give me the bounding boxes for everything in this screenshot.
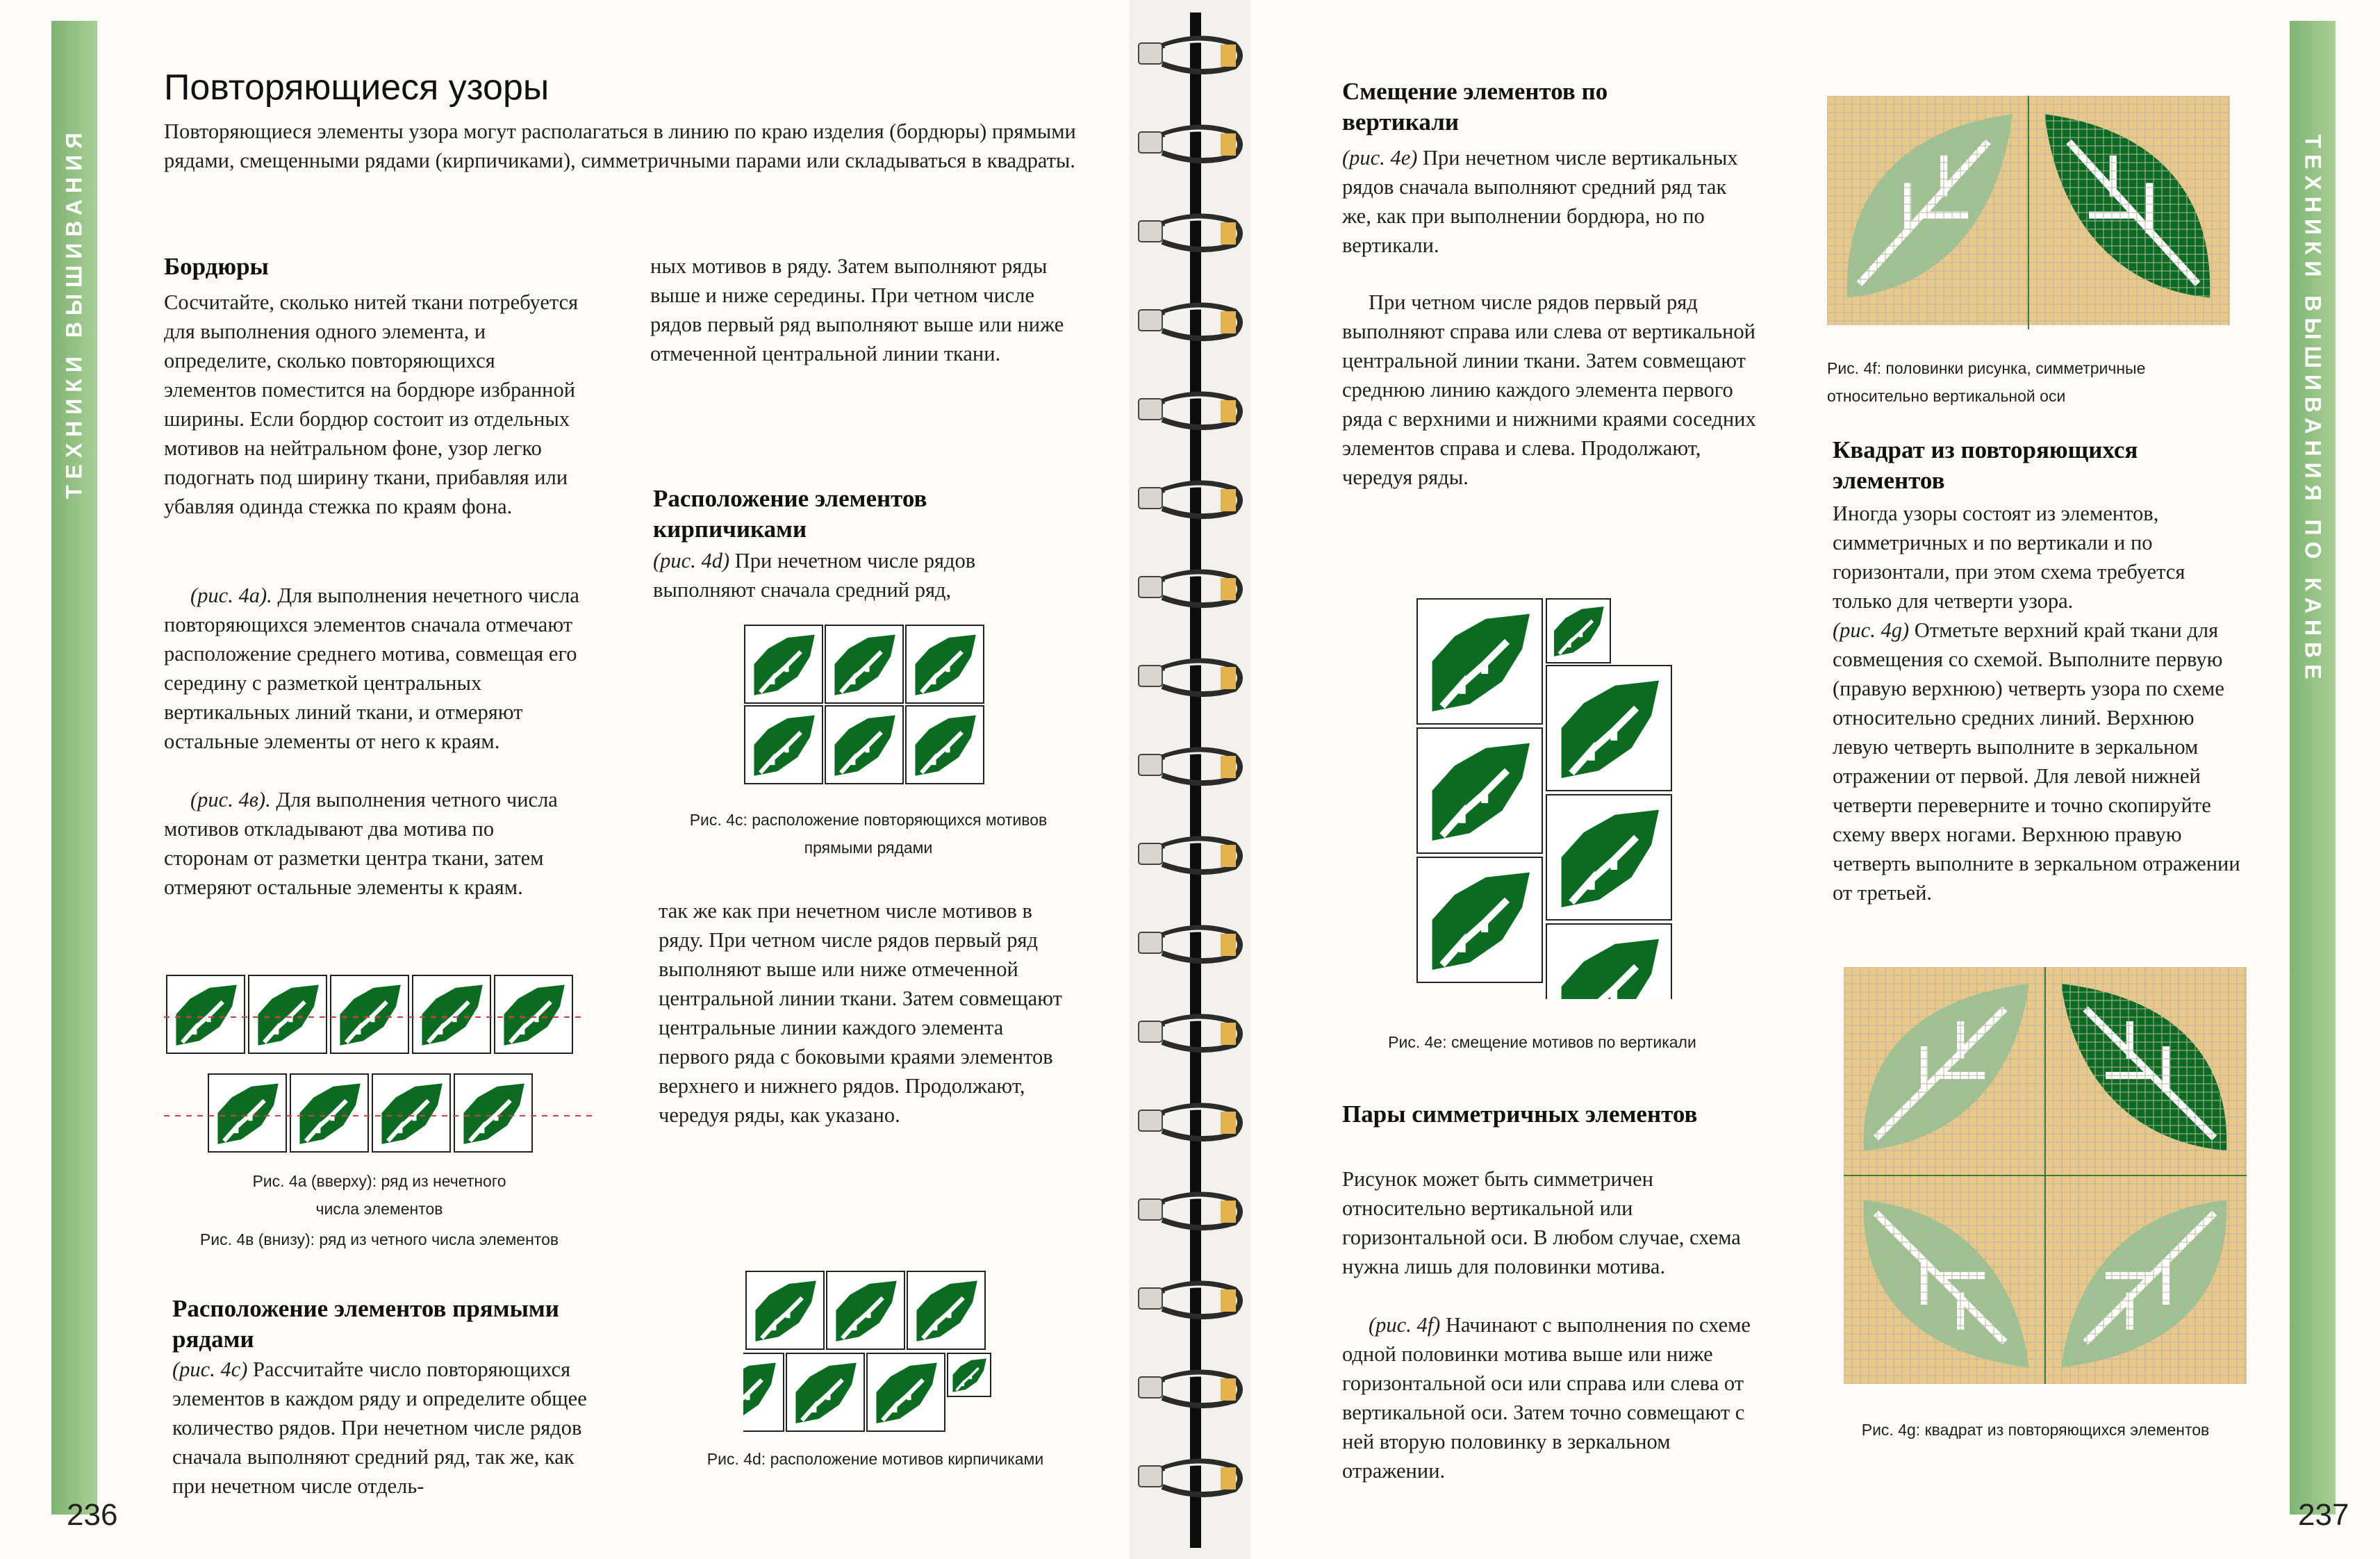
caption-4f-line1: Рис. 4f: половинки рисунка, симметричные: [1827, 359, 2146, 377]
left-page: [0, 0, 1129, 1559]
figure-4e: [1414, 596, 1678, 999]
caption-4a: [164, 1167, 595, 1223]
spiral-coil: [1137, 32, 1248, 78]
vertical-shift-text: При нечетном числе вертикальных рядов сначала выполняют средний ряд так же, как при выполнении бордюра, но по вертикали.: [1342, 146, 1738, 257]
left-band-label: ТЕХНИКИ ВЫШИВАНИЯ: [61, 126, 87, 500]
caption-4e: Рис. 4е: смещение мотивов по вертикали: [1388, 1033, 1696, 1051]
borders-heading: Бордюры: [164, 253, 269, 280]
figure-4a-4b: [164, 970, 595, 1185]
brick-motif: [746, 1271, 824, 1349]
vertical-shift-motif: [1546, 795, 1671, 920]
border-even-motif: [454, 1074, 532, 1152]
square-paragraph-2: [1833, 616, 2242, 907]
figure-4g: [1844, 967, 2247, 1384]
pairs-text-2: Начинают с выполнения по схеме одной половинки мотива выше или ниже горизонтальной оси или справа или слева от вертикальной оси. Затем точно совмещают с ней вторую половинку в зеркальном отражении.: [1342, 1313, 1751, 1483]
spiral-coil: [1137, 1366, 1248, 1412]
vertical-shift-motif: [1417, 599, 1542, 724]
vertical-shift-heading: Смещение элементов по вертикали: [1342, 78, 1608, 135]
caption-4c-line2: прямыми рядами: [804, 839, 933, 857]
caption-4d: Рис. 4d: расположение мотивов кирпичиками: [706, 1450, 1044, 1468]
borders-paragraph-3-text: Для выполнения четного числа мотивов откладывают два мотива по сторонам от разметки центра ткани, затем отмеряют остальные элементы к краям.: [164, 788, 558, 899]
spiral-coil: [1137, 477, 1248, 522]
borders-paragraph-2: [164, 581, 581, 756]
border-odd-motif: [249, 975, 327, 1053]
brick-motif: [867, 1353, 945, 1431]
border-odd-motif: [495, 975, 572, 1053]
spiral-coil: [1137, 121, 1248, 167]
figure-4f: [1827, 96, 2230, 329]
spiral-coil: [1137, 1277, 1248, 1323]
square-paragraph: Иногда узоры состоят из элементов, симметричных и по вертикали и по горизонтали, при этом схема требуется только для четверти узора.: [1833, 502, 2185, 613]
pairs-paragraph-2: [1342, 1310, 1759, 1485]
right-page: [1250, 0, 2380, 1559]
left-side-band: [51, 21, 97, 1515]
right-page-number: 237: [2298, 1498, 2349, 1532]
spiral-coil: [1137, 1455, 1248, 1501]
quarter-top-left: [1844, 967, 2045, 1176]
figure-4d: [743, 1269, 993, 1441]
page-title: Повторяющиеся узоры: [164, 67, 549, 108]
caption-4a-line2: числа элементов: [315, 1200, 443, 1218]
spiral-coil: [1137, 1099, 1248, 1145]
vertical-shift-motif: [1546, 666, 1671, 791]
fig-ref-4c: (рис. 4с): [172, 1358, 248, 1381]
caption-4c: [639, 806, 1098, 861]
border-odd-motif: [167, 975, 245, 1053]
straight-row-motif: [825, 706, 903, 784]
straight-rows-text: Рассчитайте число повторяющихся элементов в каждом ряду и определите общее количество рядов. При нечетном числе рядов сначала выполняют средний ряд, так же, как при нечетном числе отдель-: [172, 1358, 587, 1498]
straight-rows-paragraph: [172, 1355, 589, 1501]
quarter-bottom-left: [1844, 1176, 2045, 1384]
brick-motif: [907, 1271, 985, 1349]
border-even-motif: [372, 1074, 450, 1152]
straight-row-motif: [745, 625, 823, 703]
spiral-coil: [1137, 210, 1248, 256]
vertical-shift-paragraph: [1342, 143, 1759, 260]
half-right-dark: [2028, 96, 2230, 325]
straight-row-motif: [906, 706, 984, 784]
spiral-coil: [1137, 921, 1248, 967]
fig-ref-4f: (рис. 4f): [1369, 1313, 1441, 1337]
quarter-top-right: [2045, 967, 2247, 1176]
borders-paragraph-3: [164, 785, 581, 902]
right-band-label: ТЕХНИКИ ВЫШИВАНИЯ ПО КАНВЕ: [2300, 134, 2326, 686]
straight-row-motif: [825, 625, 903, 703]
brick-motif: [948, 1353, 991, 1396]
vertical-shift-motif: [1417, 857, 1542, 982]
quarter-bottom-right: [2045, 1176, 2247, 1384]
caption-4g: Рис. 4g: квадрат из повторяющихся элементов: [1861, 1421, 2210, 1439]
border-even-motif: [290, 1074, 368, 1152]
brick-motif: [786, 1353, 864, 1431]
straight-row-motif: [906, 625, 984, 703]
straight-row-motif: [745, 706, 823, 784]
figure-4c: [742, 622, 992, 796]
spiral-coil: [1137, 832, 1248, 878]
column2-continuation: ных мотивов в ряду. Затем выполняют ряды выше и ниже середины. При четном числе рядов первый ряд выполняют выше или ниже отмеченной центральной линии ткани.: [650, 254, 1064, 365]
pairs-heading: Пары симметричных элементов: [1342, 1100, 1698, 1128]
spiral-coil: [1137, 388, 1248, 434]
caption-4f: [1827, 354, 2230, 410]
fig-ref-4g: (рис. 4g): [1833, 618, 1910, 642]
caption-4f-line2: относительно вертикальной оси: [1827, 387, 2066, 405]
caption-4a-line1: Рис. 4а (вверху): ряд из нечетного: [252, 1172, 506, 1190]
pairs-paragraph: Рисунок может быть симметричен относительно вертикальной или горизонтальной оси. В любом случае, схема нужна лишь для половинки мотива.: [1342, 1167, 1741, 1278]
vertical-shift-paragraph-2: При четном числе рядов первый ряд выполняют справа или слева от вертикальной центральной линии ткани. Затем совмещают среднюю линию каждого элемента первого ряда с верхними и нижними краями соседних элементов справа и слева. Продолжают, чередуя ряды.: [1342, 290, 1756, 489]
half-left-light: [1827, 96, 2028, 325]
brick-heading: Расположение элементов кирпичиками: [653, 485, 927, 543]
vertical-shift-motif: [1417, 728, 1542, 853]
brick-paragraph: [653, 546, 1070, 604]
vertical-shift-motif: [1546, 924, 1671, 999]
brick-paragraph-continued: так же как при нечетном числе мотивов в ряду. При четном числе рядов первый ряд выполняют выше или ниже отмеченной центральной линии ткани. Затем совмещают центральные линии каждого элемента первого ряда с боковыми краями элементов верхнего и нижнего рядов. Продолжают, чередуя ряды, как указано.: [659, 899, 1062, 1127]
brick-text: При нечетном числе рядов выполняют сначала средний ряд,: [653, 549, 976, 602]
spiral-coil: [1137, 1188, 1248, 1234]
borders-paragraph-2-text: Для выполнения нечетного числа повторяющихся элементов сначала отмечают расположение среднего мотива, совмещая его середину с разметкой центральных вертикальных линий ткани, и отмеряют остальные элементы от него к краям.: [164, 584, 579, 753]
spiral-coil: [1137, 566, 1248, 611]
fig-ref-4b: (рис. 4в).: [190, 788, 271, 811]
spiral-binding: [1129, 0, 1250, 1559]
straight-rows-heading: Расположение элементов прямыми рядами: [172, 1295, 559, 1353]
intro-paragraph: Повторяющиеся элементы узора могут располагаться в линию по краю изделия (бордюры) прямыми рядами, смещенными рядами (кирпичиками), симметричными парами или складываться в квадраты.: [164, 119, 1076, 172]
border-odd-motif: [331, 975, 408, 1053]
spiral-coil: [1137, 654, 1248, 700]
spiral-coil: [1137, 1010, 1248, 1056]
border-odd-motif: [413, 975, 490, 1053]
square-text-2: Отметьте верхний край ткани для совмещения со схемой. Выполните первую (правую верхнюю) четверть узора по схеме относительно средних линий. Верхнюю левую четверть выполните в зеркальном отражении от первой. Для левой нижней четверти переверните и точно скопируйте схему вверх ногами. Верхнюю правую четверть выполните в зеркальном отражении от третьей.: [1833, 618, 2240, 905]
caption-4c-line1: Рис. 4с: расположение повторяющихся мотивов: [689, 811, 1048, 829]
brick-motif: [827, 1271, 904, 1349]
border-even-motif: [208, 1074, 286, 1152]
square-heading: Квадрат из повторяющихся элементов: [1833, 436, 2138, 494]
brick-motif: [743, 1353, 784, 1431]
vertical-shift-motif: [1546, 599, 1610, 663]
spiral-coil: [1137, 299, 1248, 345]
right-side-band: [2290, 21, 2336, 1515]
fig-ref-4d: (рис. 4d): [653, 549, 730, 572]
borders-paragraph-1: Сосчитайте, сколько нитей ткани потребуется для выполнения одного элемента, и определите, сколько повторяющихся элементов поместится на бордюре избранной ширины. Если бордюр состоит из отдельных мотивов на нейтральном фоне, узор легко подогнать под ширину ткани, прибавляя или убавляя одинда стежка по краям фона.: [164, 290, 579, 518]
left-page-number: 236: [67, 1498, 118, 1532]
fig-ref-4a: (рис. 4а).: [190, 584, 272, 607]
spiral-coil: [1137, 743, 1248, 789]
caption-4b: Рис. 4в (внизу): ряд из четного числа элементов: [199, 1230, 559, 1248]
fig-ref-4e: (рис. 4е): [1342, 146, 1418, 170]
